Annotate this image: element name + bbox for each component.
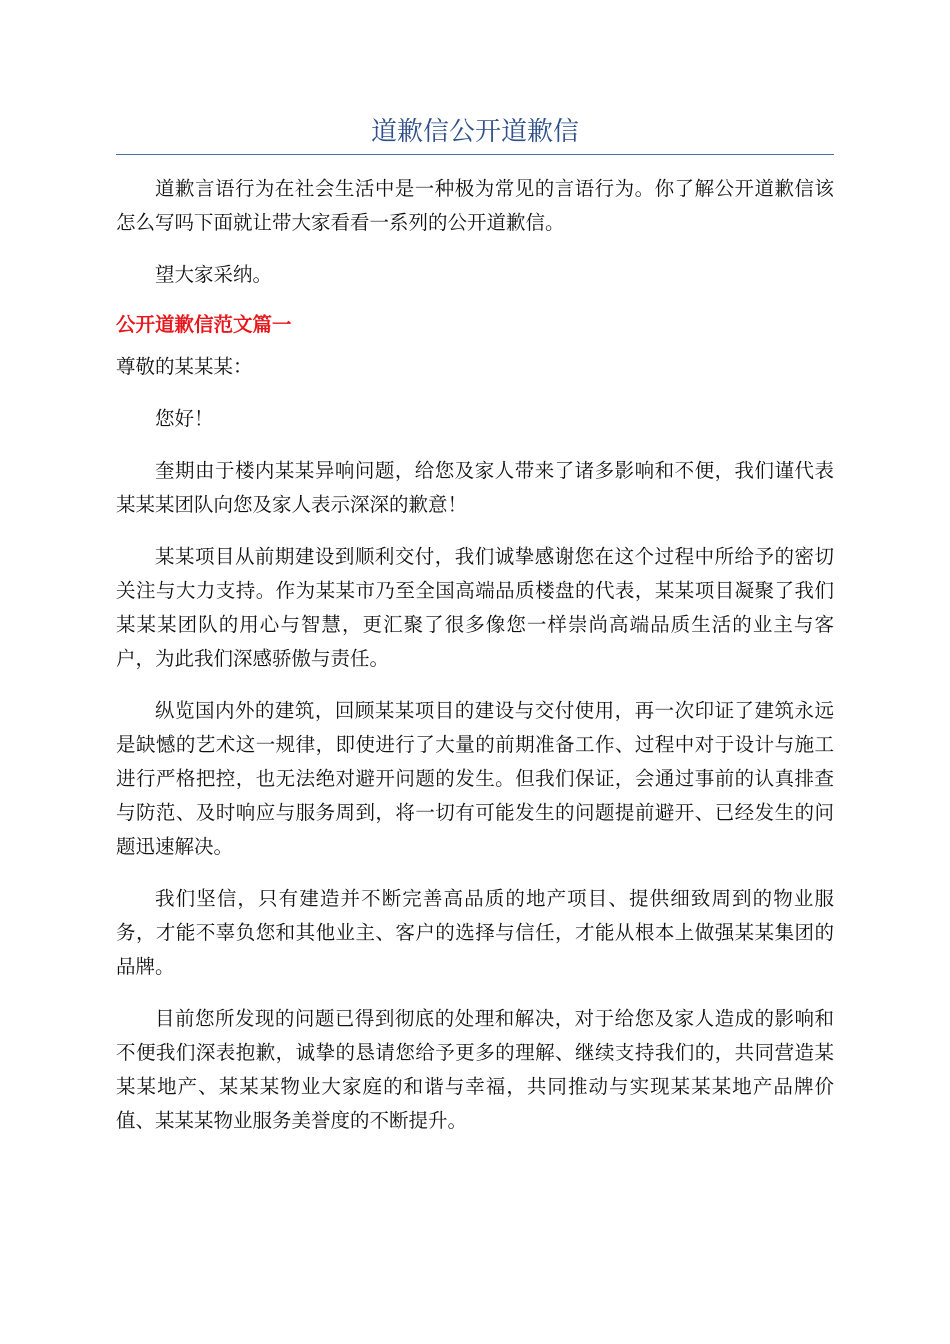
letter-paragraph: 某某项目从前期建设到顺利交付，我们诚挚感谢您在这个过程中所给予的密切关注与大力支持。作为某某市乃至全国高端品质楼盘的代表，某某项目凝聚了我们某某某团队的用心与智慧，更汇聚了很多像您一样崇尚高端品质生活的业主与客户，为此我们深感骄傲与责任。 bbox=[116, 545, 834, 670]
letter-greeting: 您好！ bbox=[155, 407, 214, 430]
letter-paragraph: 我们坚信，只有建造并不断完善高品质的地产项目、提供细致周到的物业服务，才能不辜负您和其他业主、客户的选择与信任，才能从根本上做强某某集团的品牌。 bbox=[116, 887, 834, 978]
letter-salutation: 尊敬的某某某： bbox=[116, 355, 253, 378]
letter-paragraph: 奎期由于楼内某某异响问题，给您及家人带来了诸多影响和不便，我们谨代表某某某团队向您及家人表示深深的歉意！ bbox=[116, 459, 834, 516]
document-body bbox=[116, 172, 834, 1156]
title-underline bbox=[116, 154, 834, 155]
intro-paragraph: 道歉言语行为在社会生活中是一种极为常见的言语行为。你了解公开道歉信该怎么写吗下面就让带大家看看一系列的公开道歉信。 bbox=[116, 177, 834, 234]
intro-closing: 望大家采纳。 bbox=[155, 263, 273, 286]
letter-paragraph: 目前您所发现的问题已得到彻底的处理和解决，对于给您及家人造成的影响和不便我们深表抱歉，诚挚的恳请您给予更多的理解、继续支持我们的，共同营造某某某地产、某某某物业大家庭的和谐与幸福，共同推动与实现某某某地产品牌价值、某某某物业服务美誉度的不断提升。 bbox=[116, 1007, 834, 1132]
section-heading: 公开道歉信范文篇一 bbox=[116, 313, 292, 336]
letter-paragraph: 纵览国内外的建筑，回顾某某项目的建设与交付使用，再一次印证了建筑永远是缺憾的艺术这一规律，即使进行了大量的前期准备工作、过程中对于设计与施工进行严格把控，也无法绝对避开问题的发生。但我们保证，会通过事前的认真排查与防范、及时响应与服务周到，将一切有可能发生的问题提前避开、已经发生的问题迅速解决。 bbox=[116, 699, 834, 858]
document-title: 道歉信公开道歉信 bbox=[370, 117, 579, 147]
